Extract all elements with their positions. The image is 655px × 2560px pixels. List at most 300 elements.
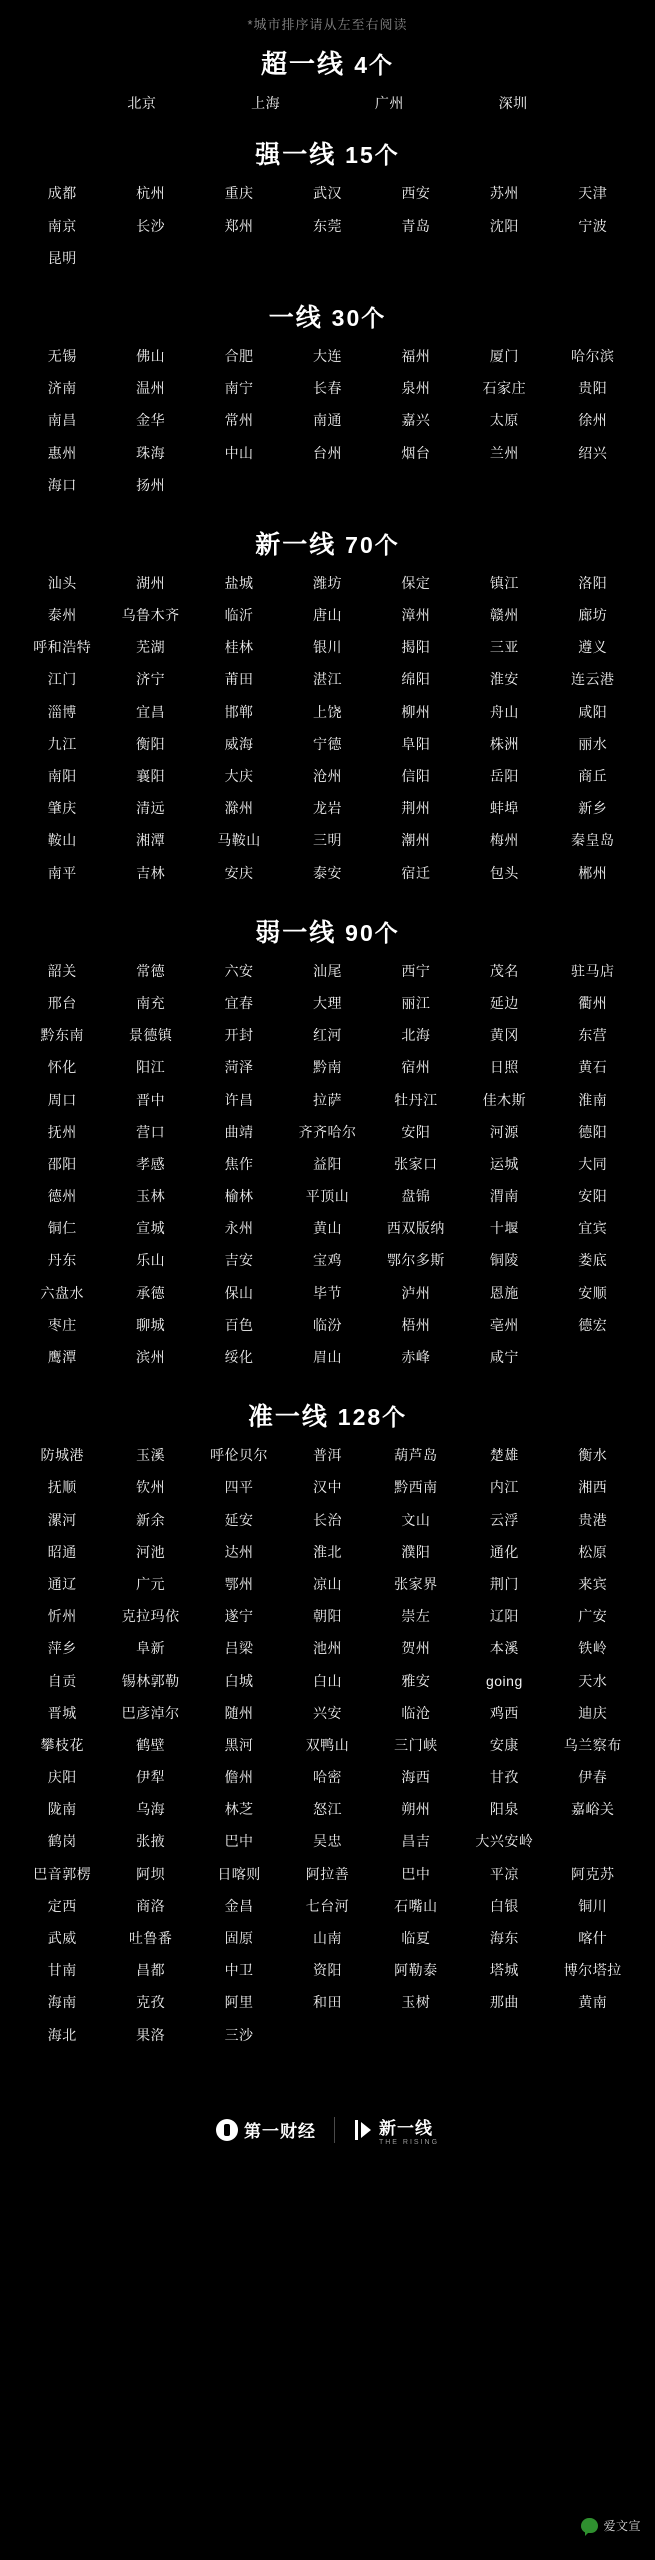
city-name: 德宏 — [578, 1316, 608, 1333]
city-name: 扬州 — [136, 476, 166, 493]
city-name: 吐鲁番 — [128, 1930, 173, 1946]
city-name: 平顶山 — [305, 1188, 350, 1205]
city-name: 达州 — [224, 1543, 254, 1560]
city-name: 娄底 — [578, 1252, 608, 1269]
city-name: 景德镇 — [128, 1027, 173, 1044]
city-name: 凉山 — [312, 1575, 342, 1592]
brand-yicai-label: 第一财经 — [243, 2122, 316, 2142]
city-name: 泰安 — [312, 864, 342, 881]
city-name: 汕头 — [47, 574, 77, 591]
city-name: 泰州 — [47, 607, 77, 624]
city-name: 桂林 — [224, 639, 254, 656]
city-name: 成都 — [47, 185, 77, 202]
city-name: 巴中 — [224, 1833, 254, 1850]
city-name: 柳州 — [401, 703, 431, 720]
city-name: 绵阳 — [401, 671, 431, 688]
city-name: 钦州 — [136, 1479, 166, 1496]
city-name: 德州 — [47, 1188, 77, 1205]
city-name: 湛江 — [312, 671, 342, 688]
tier-spacer — [0, 494, 655, 520]
city-name: 怀化 — [47, 1059, 77, 1076]
city-name: 黑河 — [224, 1736, 254, 1753]
city-name: 昭通 — [47, 1543, 77, 1560]
city-name: 合肥 — [224, 347, 254, 364]
city-name: 喀什 — [578, 1930, 608, 1946]
tier-name: 新一线 — [255, 530, 346, 559]
city-name: 毕节 — [312, 1284, 342, 1301]
city-name: 内江 — [489, 1479, 519, 1496]
city-name: 眉山 — [312, 1349, 342, 1365]
city-name: 淮南 — [578, 1091, 608, 1108]
city-name: 抚顺 — [47, 1479, 77, 1496]
city-name: 昌吉 — [401, 1833, 431, 1850]
city-name: 山南 — [312, 1930, 342, 1946]
footer-divider — [334, 2117, 335, 2143]
city-name: 和田 — [312, 1994, 342, 2011]
city-name: 宝鸡 — [312, 1252, 342, 1269]
city-name: 张家界 — [394, 1575, 438, 1592]
city-name: 葫芦岛 — [394, 1447, 438, 1464]
city-name: 南充 — [136, 994, 166, 1011]
tier-name: 超一线 — [260, 49, 355, 79]
city-name: 安阳 — [578, 1188, 608, 1205]
city-name: 三门峡 — [394, 1736, 438, 1753]
city-name: 防城港 — [40, 1447, 84, 1464]
city-name: 深圳 — [498, 95, 528, 112]
city-name: 黔南 — [312, 1059, 342, 1076]
city-name: 衢州 — [578, 994, 608, 1011]
city-name: 马鞍山 — [217, 832, 261, 849]
city-name: 通化 — [489, 1543, 519, 1560]
city-name: 吕梁 — [224, 1640, 254, 1657]
city-name: 吴忠 — [312, 1833, 342, 1850]
city-name: 乌兰察布 — [563, 1736, 622, 1753]
city-name: 泸州 — [401, 1284, 431, 1301]
city-name: 杭州 — [136, 185, 166, 202]
city-name: 阿克苏 — [571, 1865, 615, 1882]
tier-name: 准一线 — [247, 1403, 338, 1432]
city-name: 宁德 — [312, 735, 342, 752]
city-name: 楚雄 — [489, 1447, 519, 1464]
city-name: 石嘴山 — [394, 1897, 438, 1914]
city-name: 那曲 — [489, 1994, 519, 2011]
city-name: 西安 — [401, 185, 431, 202]
city-name: 资阳 — [312, 1962, 342, 1979]
city-name: 贵港 — [578, 1511, 608, 1528]
city-name: 福州 — [401, 347, 431, 364]
city-name: 南昌 — [47, 412, 77, 429]
city-name: 泉州 — [401, 380, 431, 397]
city-name: 文山 — [401, 1511, 431, 1528]
city-name: 晋城 — [47, 1704, 77, 1721]
city-name: 郑州 — [224, 217, 254, 234]
tier-title — [0, 1402, 655, 1432]
tier-title — [0, 918, 655, 948]
city-name: 双鸭山 — [305, 1736, 350, 1753]
city-name: 西双版纳 — [386, 1220, 445, 1237]
city-name: 恩施 — [489, 1284, 519, 1301]
city-name: 鹤岗 — [47, 1833, 77, 1850]
city-name: 金华 — [136, 412, 166, 429]
tier-spacer — [0, 267, 655, 293]
city-name: 湘西 — [578, 1479, 608, 1496]
city-name: 汉中 — [312, 1479, 342, 1496]
city-name: 唐山 — [312, 607, 342, 624]
footer-bar — [0, 2096, 655, 2533]
city-name: 黄冈 — [489, 1027, 519, 1044]
city-name: 鄂州 — [224, 1575, 254, 1592]
city-name: 烟台 — [401, 444, 431, 461]
city-name: 广元 — [136, 1575, 166, 1592]
city-name: 株洲 — [489, 735, 519, 752]
city-name: 随州 — [224, 1704, 254, 1721]
city-name: 黔西南 — [394, 1479, 438, 1496]
city-name: 运城 — [489, 1155, 519, 1172]
city-name: 乌鲁木齐 — [121, 607, 180, 624]
city-name: 阿拉善 — [305, 1865, 350, 1882]
city-name: 常德 — [136, 962, 166, 979]
city-name: 济南 — [47, 380, 77, 397]
city-name: 鹤壁 — [136, 1736, 166, 1753]
city-name: 常州 — [224, 412, 254, 429]
city-name: 威海 — [224, 735, 254, 752]
city-name: 镇江 — [489, 574, 519, 591]
city-name: 吉林 — [136, 864, 166, 881]
city-name: 安庆 — [224, 864, 254, 881]
city-name: 遂宁 — [224, 1608, 254, 1625]
tier-spacer — [0, 112, 655, 130]
wechat-credit — [581, 2517, 641, 2534]
tier-spacer — [0, 882, 655, 908]
city-name: 海东 — [489, 1930, 519, 1946]
city-name: 铜仁 — [47, 1220, 77, 1237]
city-name: 清远 — [136, 800, 166, 817]
city-name: 迪庆 — [578, 1704, 608, 1721]
city-name: 呼和浩特 — [33, 639, 92, 656]
city-name: 佛山 — [136, 347, 166, 364]
city-name: 武汉 — [312, 185, 342, 202]
city-name: 铜川 — [578, 1897, 608, 1914]
city-name: 北海 — [401, 1027, 431, 1044]
city-name: 信阳 — [401, 768, 431, 784]
city-name: 平凉 — [489, 1865, 519, 1882]
city-name: 龙岩 — [312, 800, 342, 817]
city-name: 衡水 — [578, 1447, 608, 1464]
city-name: 六安 — [224, 962, 254, 979]
tier-section — [0, 1402, 655, 2070]
city-name: 吉安 — [224, 1252, 254, 1269]
city-name: 中山 — [224, 444, 254, 461]
city-name: 东营 — [578, 1027, 608, 1044]
city-name: 七台河 — [305, 1897, 350, 1914]
tier-spacer — [0, 2044, 655, 2070]
city-name: 揭阳 — [401, 639, 431, 656]
city-name: 鹰潭 — [47, 1349, 77, 1365]
city-name: 沧州 — [312, 768, 342, 784]
city-name: 云浮 — [489, 1511, 519, 1528]
city-name: 盘锦 — [401, 1188, 431, 1205]
city-name: 固原 — [224, 1930, 254, 1946]
city-name: going — [485, 1672, 523, 1689]
tier-list — [0, 49, 655, 2070]
tier-count: 90个 — [345, 919, 400, 946]
city-grid — [0, 94, 655, 112]
tier-section — [0, 530, 655, 908]
city-name: 海北 — [47, 2026, 77, 2043]
city-name: 包头 — [489, 864, 519, 881]
city-name: 青岛 — [401, 217, 431, 234]
city-name: 玉林 — [136, 1188, 166, 1205]
city-name: 池州 — [312, 1640, 342, 1657]
city-name: 张家口 — [394, 1155, 438, 1172]
city-name: 乐山 — [136, 1252, 166, 1269]
city-name: 新余 — [136, 1511, 166, 1528]
city-name: 昆明 — [47, 249, 77, 266]
city-name: 保定 — [401, 574, 431, 591]
city-name: 阳江 — [136, 1059, 166, 1076]
city-name: 兰州 — [489, 444, 519, 461]
city-name: 许昌 — [224, 1091, 254, 1108]
city-name: 贺州 — [401, 1640, 431, 1657]
city-name: 海南 — [47, 1994, 77, 2011]
tier-title — [0, 49, 655, 80]
tier-section — [0, 918, 655, 1392]
tier-title — [0, 303, 655, 333]
city-name: 滨州 — [136, 1349, 166, 1365]
city-name: 赤峰 — [401, 1349, 431, 1365]
city-name: 阿坝 — [136, 1865, 166, 1882]
city-name: 宿州 — [401, 1059, 431, 1076]
city-name: 六盘水 — [40, 1284, 84, 1301]
brand-newfirsttier-label: 新一线 THE RISING — [378, 2118, 440, 2146]
city-name: 十堰 — [489, 1220, 519, 1237]
city-name: 淄博 — [47, 703, 77, 720]
city-name: 拉萨 — [312, 1091, 342, 1108]
city-name: 渭南 — [489, 1188, 519, 1205]
city-name: 淮安 — [489, 671, 519, 688]
city-name: 赣州 — [489, 607, 519, 624]
city-name: 嘉兴 — [401, 412, 431, 429]
city-name: 松原 — [578, 1543, 608, 1560]
tier-section — [0, 49, 655, 130]
city-name: 哈密 — [312, 1769, 342, 1786]
city-name: 济宁 — [136, 671, 166, 688]
city-name: 三明 — [312, 832, 342, 849]
city-name: 滁州 — [224, 800, 254, 817]
city-name: 定西 — [47, 1897, 77, 1914]
city-name: 大兴安岭 — [475, 1833, 534, 1850]
city-name: 林芝 — [224, 1801, 254, 1818]
city-name: 丹东 — [47, 1252, 77, 1269]
city-name: 大理 — [312, 994, 342, 1011]
city-name: 广州 — [374, 95, 404, 112]
city-name: 太原 — [489, 412, 519, 429]
city-name: 四平 — [224, 1479, 254, 1496]
city-name: 衡阳 — [136, 735, 166, 752]
city-name: 乌海 — [136, 1801, 166, 1818]
city-name: 雅安 — [401, 1672, 431, 1689]
city-name: 佳木斯 — [482, 1091, 527, 1108]
city-name: 哈尔滨 — [571, 347, 615, 364]
city-name: 昌都 — [136, 1962, 166, 1979]
city-name: 漯河 — [47, 1511, 77, 1528]
tier-count: 70个 — [345, 531, 400, 558]
city-name: 鄂尔多斯 — [386, 1252, 445, 1269]
city-name: 延安 — [224, 1511, 254, 1528]
city-name: 咸宁 — [489, 1349, 519, 1365]
city-name: 邢台 — [47, 994, 77, 1011]
city-name: 陇南 — [47, 1801, 77, 1818]
tier-name: 一线 — [268, 303, 332, 332]
city-name: 百色 — [224, 1316, 254, 1333]
city-name: 无锡 — [47, 347, 77, 364]
city-name: 宜昌 — [136, 703, 166, 720]
city-name: 中卫 — [224, 1962, 254, 1979]
city-name: 红河 — [312, 1027, 342, 1044]
city-grid — [0, 347, 655, 494]
city-name: 潮州 — [401, 832, 431, 849]
wechat-icon — [581, 2518, 598, 2533]
city-name: 芜湖 — [136, 639, 166, 656]
city-name: 安阳 — [401, 1123, 431, 1140]
city-name: 商洛 — [136, 1897, 166, 1914]
city-name: 安康 — [489, 1736, 519, 1753]
city-name: 徐州 — [578, 412, 608, 429]
city-name: 黔东南 — [40, 1027, 84, 1044]
city-name: 银川 — [312, 639, 342, 656]
city-name: 宜宾 — [578, 1220, 608, 1237]
city-grid — [0, 184, 655, 267]
city-name: 朔州 — [401, 1801, 431, 1818]
city-name: 南宁 — [224, 380, 254, 397]
city-name: 河池 — [136, 1543, 166, 1560]
city-name: 本溪 — [489, 1640, 519, 1657]
city-name: 延边 — [489, 994, 519, 1011]
city-name: 东莞 — [312, 217, 342, 234]
city-name: 辽阳 — [489, 1608, 519, 1625]
city-name: 白银 — [489, 1897, 519, 1914]
city-name: 沈阳 — [489, 217, 519, 234]
tier-spacer — [0, 1366, 655, 1392]
city-name: 天津 — [578, 185, 608, 202]
city-name: 梧州 — [401, 1316, 431, 1333]
city-name: 安顺 — [578, 1284, 608, 1301]
city-name: 开封 — [224, 1027, 254, 1044]
city-name: 朝阳 — [312, 1608, 342, 1625]
city-name: 玉树 — [401, 1994, 431, 2011]
city-name: 南通 — [312, 412, 342, 429]
city-name: 自贡 — [47, 1672, 77, 1689]
city-name: 通辽 — [47, 1575, 77, 1592]
city-name: 新乡 — [578, 800, 608, 817]
city-name: 阜阳 — [401, 735, 431, 752]
city-name: 阿里 — [224, 1994, 254, 2011]
city-name: 齐齐哈尔 — [298, 1123, 357, 1140]
brand-yicai — [216, 2117, 316, 2142]
city-name: 濮阳 — [401, 1543, 431, 1560]
city-name: 晋中 — [136, 1091, 166, 1108]
city-name: 抚州 — [47, 1123, 77, 1140]
city-name: 嘉峪关 — [571, 1801, 615, 1818]
city-name: 伊犁 — [136, 1769, 166, 1786]
city-name: 临沂 — [224, 607, 254, 624]
city-name: 焦作 — [224, 1155, 254, 1172]
city-name: 湖州 — [136, 574, 166, 591]
city-name: 汕尾 — [312, 962, 342, 979]
city-name: 莆田 — [224, 671, 254, 688]
city-name: 贵阳 — [578, 380, 608, 397]
city-name: 甘南 — [47, 1962, 77, 1979]
city-name: 阜新 — [136, 1640, 166, 1657]
city-name: 大庆 — [224, 768, 254, 784]
city-name: 南平 — [47, 864, 77, 881]
city-name: 儋州 — [224, 1769, 254, 1786]
city-name: 张掖 — [136, 1833, 166, 1850]
city-name: 石家庄 — [482, 380, 527, 397]
tier-section — [0, 140, 655, 293]
city-name: 枣庄 — [47, 1316, 77, 1333]
city-name: 荆门 — [489, 1575, 519, 1592]
city-name: 郴州 — [578, 864, 608, 881]
city-name: 黄南 — [578, 1994, 608, 2011]
city-name: 果洛 — [136, 2026, 166, 2043]
city-name: 普洱 — [312, 1447, 342, 1464]
city-name: 大同 — [578, 1155, 608, 1172]
city-name: 巴中 — [401, 1865, 431, 1882]
city-name: 克拉玛依 — [121, 1608, 180, 1625]
city-name: 伊春 — [578, 1769, 608, 1786]
city-name: 日照 — [489, 1059, 519, 1076]
city-name: 邵阳 — [47, 1155, 77, 1172]
city-name: 茂名 — [489, 962, 519, 979]
city-name: 绥化 — [224, 1349, 254, 1365]
city-name: 荆州 — [401, 800, 431, 817]
city-name: 北京 — [127, 95, 157, 112]
city-name: 洛阳 — [578, 574, 608, 591]
city-name: 菏泽 — [224, 1059, 254, 1076]
city-name: 西宁 — [401, 962, 431, 979]
city-name: 湘潭 — [136, 832, 166, 849]
city-name: 三沙 — [224, 2026, 254, 2043]
city-name: 九江 — [47, 735, 77, 752]
reading-order-note: *城市排序请从左至右阅读 — [247, 17, 408, 32]
city-name: 长沙 — [136, 217, 166, 234]
city-name: 牡丹江 — [394, 1091, 438, 1108]
city-name: 萍乡 — [47, 1640, 77, 1657]
city-name: 克孜 — [136, 1994, 166, 2011]
city-name: 厦门 — [489, 347, 519, 364]
city-name: 宿迁 — [401, 864, 431, 881]
city-name: 驻马店 — [571, 962, 615, 979]
city-name: 营口 — [136, 1123, 166, 1140]
city-name: 日喀则 — [217, 1865, 261, 1882]
city-name: 巴彦淖尔 — [121, 1704, 180, 1721]
city-name: 塔城 — [489, 1962, 519, 1979]
city-name: 咸阳 — [578, 703, 608, 720]
city-name: 临汾 — [312, 1316, 342, 1333]
city-name: 崇左 — [401, 1608, 431, 1625]
city-name: 惠州 — [47, 444, 77, 461]
tier-name: 弱一线 — [255, 918, 346, 947]
city-name: 台州 — [312, 444, 342, 461]
city-name: 曲靖 — [224, 1123, 254, 1140]
city-name: 来宾 — [578, 1575, 608, 1592]
city-name: 廊坊 — [578, 607, 608, 624]
brand-newfirsttier-sub: THE RISING — [378, 2138, 440, 2146]
city-name: 永州 — [224, 1220, 254, 1237]
city-name: 聊城 — [136, 1316, 166, 1333]
city-name: 宜春 — [224, 994, 254, 1011]
